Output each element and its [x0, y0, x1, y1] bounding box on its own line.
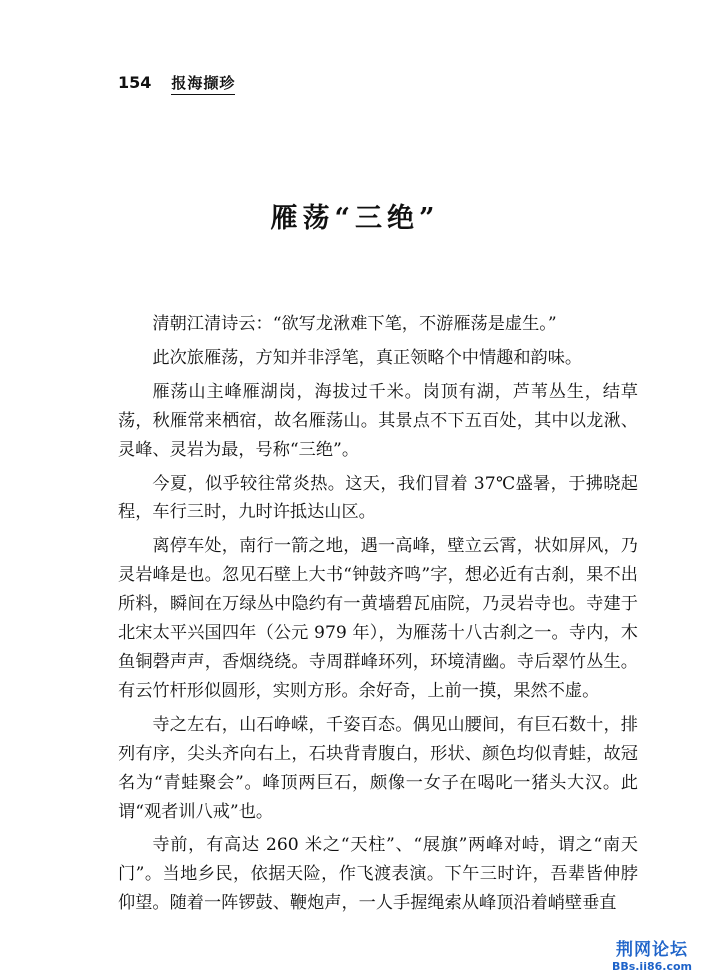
page-number: 154: [118, 73, 152, 92]
article-body: [118, 310, 638, 923]
paragraph: 今夏，似乎较往常炎热。这天，我们冒着 37℃盛暑，于拂晓起程，车行三时，九时许抵达山区。: [118, 473, 638, 523]
watermark-name: 荆网论坛: [615, 940, 688, 960]
paragraph: 清朝江清诗云：“欲写龙湫难下笔，不游雁荡是虚生。”: [152, 314, 557, 334]
watermark: [612, 935, 692, 973]
paragraph: 寺前，有高达 260 米之“天柱”、“展旗”两峰对峙，谓之“南天门”。当地乡民，依据天险，作飞渡表演。下午三时许，吾辈皆伸脖仰望。随着一阵锣鼓、鞭炮声，一人手握绳索从峰顶沿着峭壁垂直: [118, 835, 638, 914]
article-title: 雁荡“三绝”: [270, 203, 440, 234]
paragraph: 离停车处，南行一箭之地，遇一高峰，壁立云霄，状如屏风，乃灵岩峰是也。忽见石壁上大书“钟鼓齐鸣”字，想必近有古刹，果不出所料，瞬间在万绿丛中隐约有一黄墙碧瓦庙院，乃灵岩寺也。寺建于北宋太平兴国四年（公元 979 年），为雁荡十八古刹之一。寺内，木鱼铜磬声声，香烟绕绕。寺周群峰环列，环境清幽。寺后翠竹丛生。有云竹杆形似圆形，实则方形。余好奇，上前一摸，果然不虚。: [118, 536, 638, 701]
watermark-url: BBs.ii86.com: [611, 960, 692, 973]
book-title: 报海撷珍: [171, 72, 235, 95]
paragraph: 此次旅雁荡，方知并非浮笔，真正领略个中情趣和韵味。: [152, 347, 583, 368]
paragraph: 寺之左右，山石峥嵘，千姿百态。偶见山腰间，有巨石数十，排列有序，尖头齐向右上，石块背青腹白，形状、颜色均似青蛙，故冠名为“青蛙聚会”。峰顶两巨石，颇像一女子在喝叱一猪头大汉。此谓“观者训八戒”也。: [118, 714, 638, 822]
paragraph: 雁荡山主峰雁湖岗，海拔过千米。岗顶有湖，芦苇丛生，结草荡，秋雁常来栖宿，故名雁荡山。其景点不下五百处，其中以龙湫、灵峰、灵岩为最，号称“三绝”。: [118, 381, 638, 460]
running-header: [118, 72, 235, 95]
